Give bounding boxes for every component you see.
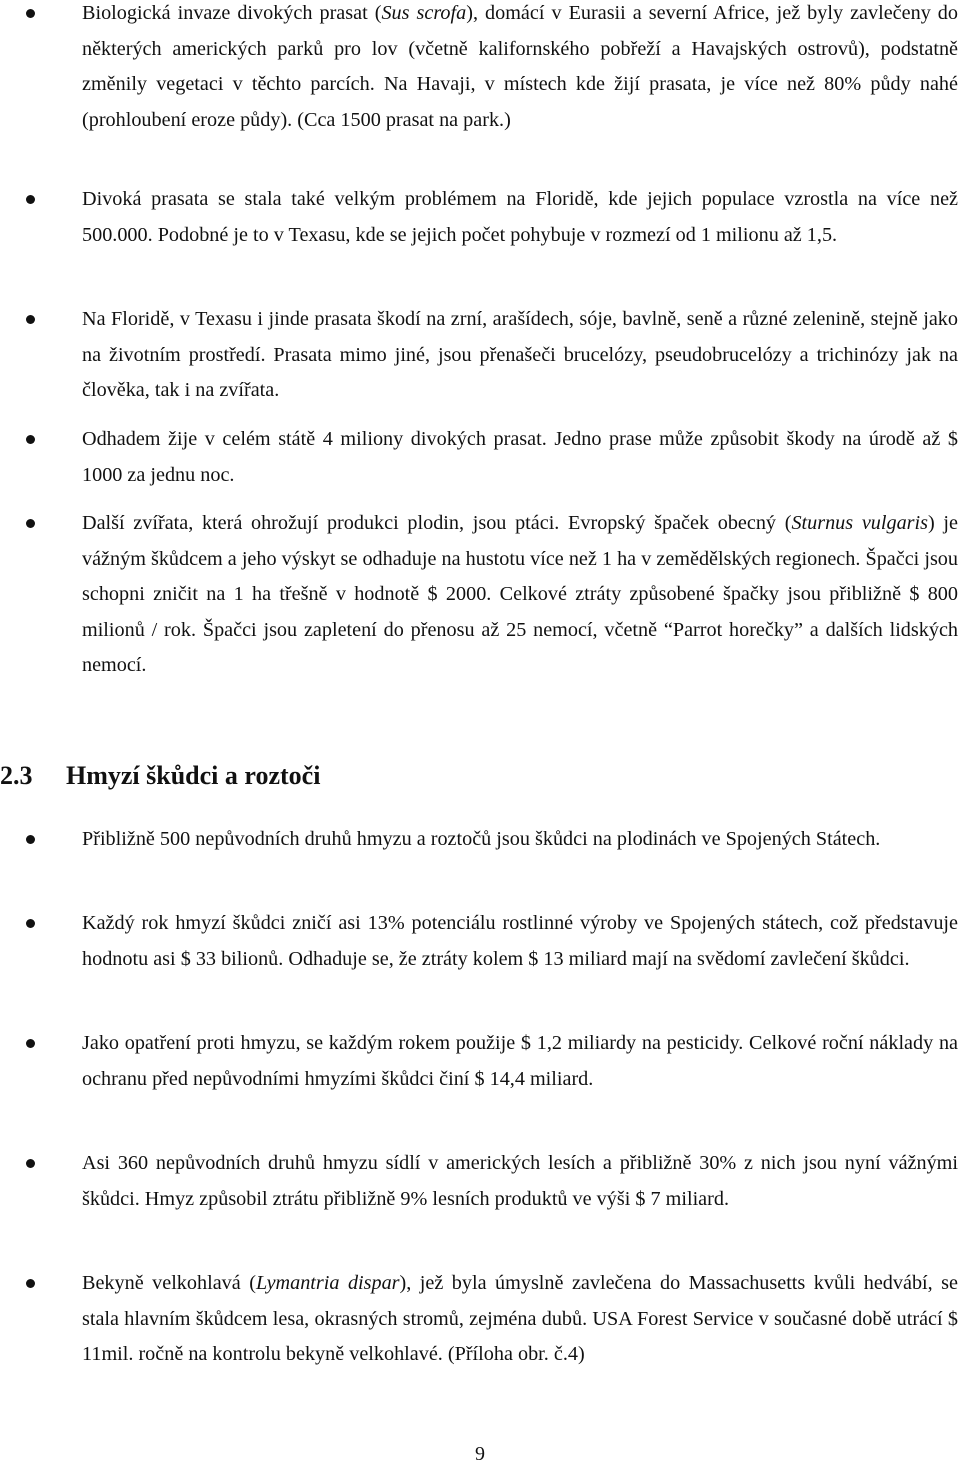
item-text-cont: ) je vážným škůdcem a jeho výskyt se odhaduje na hustotu více než 1 ha v zemědělských regionech. Špačci jsou schopni zničit na 1 ha třešně v hodnotě $ 2000. Celkové ztráty způsobené špačky jsou přibližně $ 800 milionů / rok. Špačci jsou zapletení do přenosu až 25 nemocí, včetně “Parrot horečky” a dalších lidských nemocí. bbox=[82, 512, 958, 676]
item-text: Odhadem žije v celém státě 4 miliony divokých prasat. Jedno prase může způsobit škody na úrodě až $ 1000 za jednu noc. bbox=[82, 428, 958, 486]
section-heading bbox=[0, 756, 320, 796]
item-text: Každý rok hmyzí škůdci zničí asi 13% potenciálu rostlinné výroby ve Spojených státech, což představuje hodnotu asi $ 33 bilionů. Odhaduje se, že ztráty kolem $ 13 miliard mají na svědomí zavlečení škůdci. bbox=[82, 912, 958, 970]
species-name: Sturnus vulgaris bbox=[791, 512, 928, 534]
item-text: Jako opatření proti hmyzu, se každým rokem použije $ 1,2 miliardy na pesticidy. Celkové roční náklady na ochranu před nepůvodními hmyzími škůdci činí $ 14,4 miliard. bbox=[82, 1032, 958, 1090]
bullet-icon bbox=[26, 435, 35, 444]
bullet-item-wild-boar-invasion bbox=[82, 0, 958, 138]
bullet-icon bbox=[26, 1039, 35, 1048]
page-number: 9 bbox=[475, 1443, 485, 1465]
bullet-icon bbox=[26, 519, 35, 528]
bullet-icon bbox=[26, 195, 35, 204]
item-text-cont: ), domácí v Eurasii a severní Africe, jež byly zavlečeny do některých amerických parků pro lov (včetně kalifornského pobřeží a Havajských ostrovů), podstatně změnily vegetaci v těchto parcích. Na Havaji, v místech kde žijí prasata, je více než 80% půdy nahé (prohloubení eroze půdy). (Cca 1500 prasat na park.) bbox=[82, 2, 958, 131]
item-text: Biologická invaze divokých prasat ( bbox=[82, 2, 382, 24]
bullet-item-birds bbox=[82, 506, 958, 684]
bullet-icon bbox=[26, 835, 35, 844]
item-text-cont: ), jež byla úmyslně zavlečena do Massachusetts kvůli hedvábí, se stala hlavním škůdcem lesa, okrasných stromů, zejména dubů. USA Forest Service v současné době utrácí $ 11mil. ročně na kontrolu bekyně velkohlavé. (Příloha obr. č.4) bbox=[82, 1272, 958, 1365]
bullet-item-annual-losses bbox=[82, 906, 958, 977]
item-text: Přibližně 500 nepůvodních druhů hmyzu a roztočů jsou škůdci na plodinách ve Spojených Státech. bbox=[82, 828, 881, 850]
item-text: Další zvířata, která ohrožují produkci plodin, jsou ptáci. Evropský špaček obecný ( bbox=[82, 512, 792, 534]
bullet-item-insect-species bbox=[82, 822, 958, 858]
bullet-item-gypsy-moth bbox=[82, 1266, 958, 1373]
bullet-item-boar-damage bbox=[82, 302, 958, 409]
bullet-icon bbox=[26, 919, 35, 928]
bullet-icon bbox=[26, 315, 35, 324]
bullet-item-pesticides bbox=[82, 1026, 958, 1097]
section-title: Hmyzí škůdci a roztoči bbox=[66, 761, 321, 790]
item-text: Na Floridě, v Texasu i jinde prasata škodí na zrní, arašídech, sóje, bavlně, seně a různé zelenině, stejně jako na životním prostředí. Prasata mimo jiné, jsou přenašeči brucelózy, pseudobrucelózy a trichinózy jak na člověka, tak i na zvířata. bbox=[82, 308, 958, 401]
bullet-item-forest-insects bbox=[82, 1146, 958, 1217]
species-name: Lymantria dispar bbox=[255, 1272, 400, 1294]
bullet-icon bbox=[26, 1159, 35, 1168]
item-text: Bekyně velkohlavá ( bbox=[82, 1272, 256, 1294]
bullet-item-boar-estimate bbox=[82, 422, 958, 493]
bullet-icon bbox=[26, 1279, 35, 1288]
item-text: Divoká prasata se stala také velkým problémem na Floridě, kde jejich populace vzrostla na více než 500.000. Podobné je to v Texasu, kde se jejich počet pohybuje v rozmezí od 1 milionu až 1,5. bbox=[82, 188, 958, 246]
item-text: Asi 360 nepůvodních druhů hmyzu sídlí v amerických lesích a přibližně 30% z nich jsou nyní vážnými škůdci. Hmyz způsobil ztrátu přibližně 9% lesních produktů ve výši $ 7 miliard. bbox=[82, 1152, 958, 1210]
section-number: 2.3 bbox=[0, 761, 33, 790]
bullet-icon bbox=[26, 9, 35, 18]
bullet-item-florida-boars bbox=[82, 182, 958, 253]
species-name: Sus scrofa bbox=[381, 2, 467, 24]
